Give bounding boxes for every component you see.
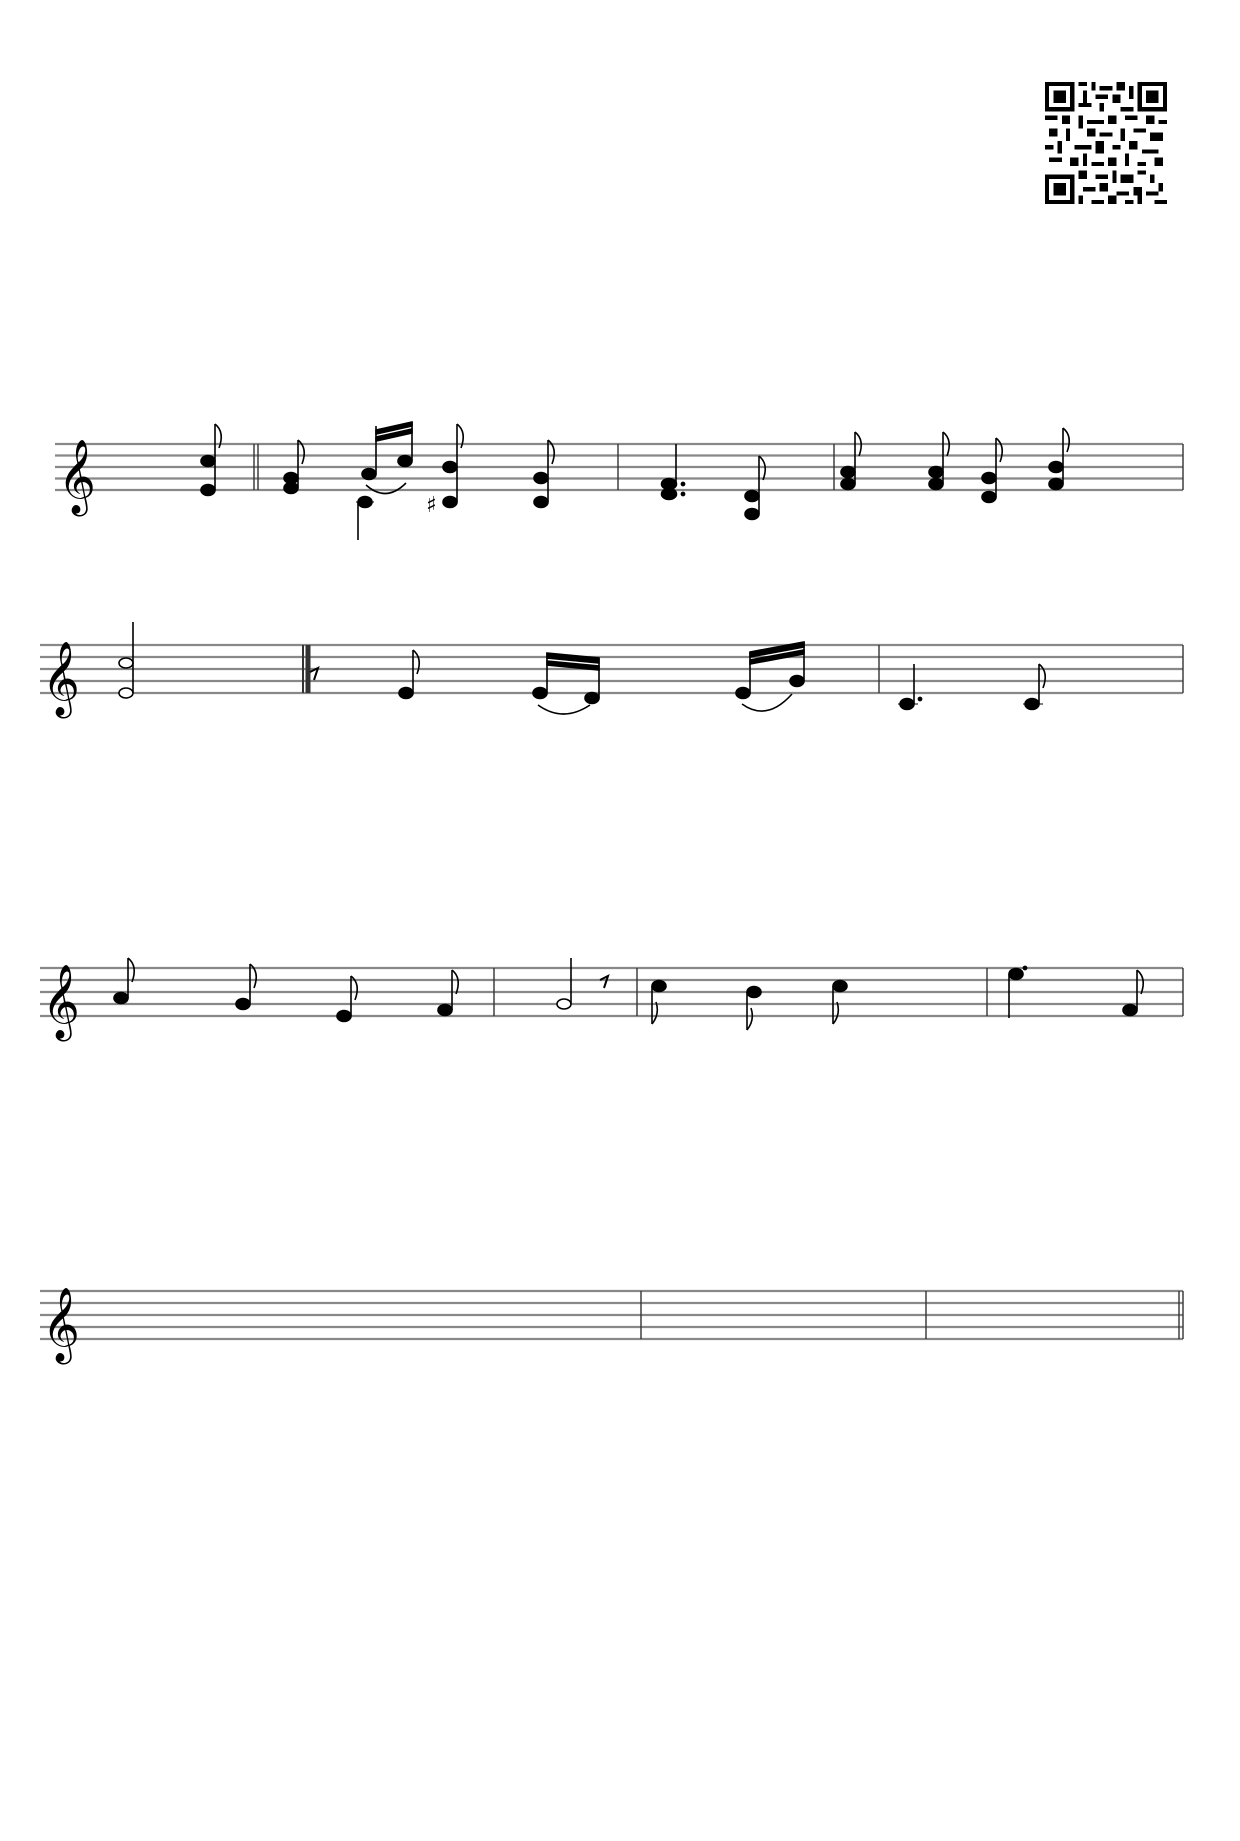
staff-system-3 xyxy=(0,935,1240,1045)
qr-code-icon[interactable] xyxy=(1045,82,1167,204)
sharp-icon: ♯ xyxy=(426,493,437,518)
treble-clef-icon: 𝄞 xyxy=(42,965,80,1039)
treble-clef-icon: 𝄞 xyxy=(58,440,96,514)
treble-clef-icon: 𝄞 xyxy=(42,642,80,716)
treble-clef-icon: 𝄞 xyxy=(42,1288,80,1362)
staff-system-4 xyxy=(0,1255,1240,1375)
staff-system-2 xyxy=(0,610,1240,730)
staff-system-1 xyxy=(0,400,1240,540)
